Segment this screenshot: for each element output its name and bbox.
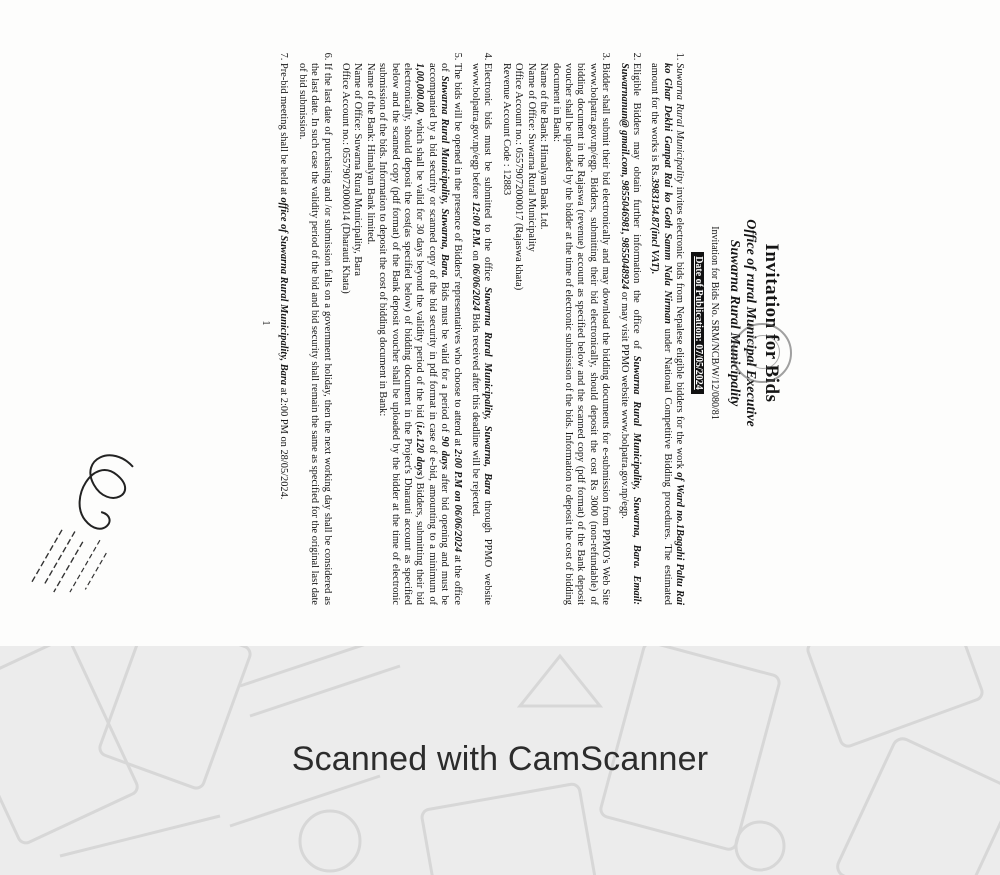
bid-clause <box>469 63 494 605</box>
clause-text: Bids received after this deadline will be rejected. <box>470 310 482 517</box>
clause-text: The bids will be opened in the presence of Bidders' representatives who choose to attend at <box>451 63 463 450</box>
clause-text: Suwarna Rural Municipality, Suwarna, Bara. Email: Suwarnanun@ gmail.com, 9855046981, 9855048924 <box>618 63 642 605</box>
bid-clause <box>617 63 642 605</box>
clause-text: 1,00,000.00 <box>414 63 426 113</box>
clause-text: Electronic bids must be submitted to the office <box>482 63 494 288</box>
bank-info-line: Name of the Bank: Himalyan Bank limited. <box>364 63 376 245</box>
clause-text: through PPMO website www.bolpatra.gov.np/egp before <box>470 63 494 605</box>
clause-text: on <box>470 247 482 264</box>
clause-text: Pre-bid meeting shall be held at <box>278 63 290 198</box>
municipality-line: Suwarna Rural Municipality <box>727 239 742 407</box>
clause-text: 3983134.87(incl VAT). <box>649 177 661 275</box>
bank-info-line: Name of Office: Suwarna Rural Municipality <box>525 63 537 252</box>
bid-clause <box>500 63 612 605</box>
clause-text: Eligible Bidders may obtain further information the office of <box>630 63 642 356</box>
clause-text: under National Competitive Bidding procedures. The estimated amount for the works is Rs. <box>649 63 673 606</box>
office-line: Office of rural Municipal Executive <box>743 219 758 427</box>
document-title: Invitation for Bids <box>761 243 782 403</box>
clause-text: Bidder shall submit their bid electronically and may download the bidding documents for e-submission from PPMO's Web Site www.bolpatra.gov.np/egp. Bidders, submitting their bid electronically, should deposit the cost Rs 3000 (non-refundable) of bidding document in the Rajaswa (revenue) account as specified below and the scanned copy (pdf format) of the Bank deposit voucher shall be uploaded by the bidder at the time of electronic submission of the bids. Information to deposit the cost of bidding document in Bank: <box>550 63 612 605</box>
clause-text: or may visit PPMO website www.bolpatra.gov.np/egp. <box>618 289 630 519</box>
clause-text: 12:00 P.M. <box>470 201 482 248</box>
bid-clause <box>648 63 685 605</box>
official-stamp <box>732 323 792 383</box>
bid-clause <box>339 63 463 605</box>
publication-date-label: Date of Publication: 07/05/2024 <box>691 252 703 394</box>
bank-info-line: Office Account no.: 05579072000014 (Dharauti Khata) <box>340 63 352 294</box>
bank-info-line: Office Account no.: 05579072000017 (Rajaswa khata) <box>513 63 525 291</box>
bid-reference: Invitation for Bids No. SRM/NCB/W/12/080/81 <box>709 226 720 420</box>
page-number: 1 <box>260 320 271 326</box>
clause-text: office of Suwarna Rural Municipality, Bara <box>278 197 290 386</box>
clause-text: If the last date of purchasing and /or submission falls on a government holiday, then the next working day shall be considered as the last date. In such case the validity period of the bid and bid security shall remain the same as specified for the original last date of bid submission. <box>296 63 333 605</box>
rotated-document-page <box>150 23 790 623</box>
publication-date <box>691 41 703 605</box>
clause-text: 2:00 P.M on 06/06/2024 <box>451 449 463 553</box>
clause-text: , which shall be valid for 30 days beyond the validity period of the bid ( <box>414 112 426 425</box>
clause-text: after bid opening and must be accompanied by a bid security or scanned copy of the bid security in pdf format in case of e-bid, amounting to a minimum of <box>426 63 451 606</box>
clause-text: of Ward no.1Bagahi Paltu Rai ko Ghar Dekhi Ganpat Rai ko Goth Samm Nala Nirman <box>661 63 686 605</box>
scanner-watermark-label: Scanned with CamScanner <box>291 740 709 778</box>
bid-clauses-list <box>277 41 685 605</box>
bank-info-line: Revenue Account Code : 12883 <box>500 63 512 196</box>
bid-clause <box>295 63 332 605</box>
clause-text: 06/06/2024 <box>470 263 482 311</box>
camscanner-footer <box>0 646 1000 875</box>
clause-text: Bids must be valid for a period of <box>439 277 451 437</box>
clause-text: i.e.120 days <box>414 424 426 476</box>
clause-text: invites electronic bids from Nepalese eligible bidders for the work <box>674 183 686 473</box>
clause-text: Suwarna Rural Municipality, Suwarna, Bara. <box>439 75 451 278</box>
clause-text: Suwarna Rural Municipality <box>674 63 686 184</box>
clause-text: at the office of <box>439 63 463 606</box>
bank-info-line: Name of Office: Suwarna Rural Municipality, Bara <box>352 63 364 276</box>
clause-text: Suwarna Rural Municipality, Suwarna, Bara <box>482 287 494 495</box>
clause-text: at 2:00 PM on 28/05/2024. <box>278 385 290 500</box>
clause-text: ) Bidders, submitting their bid electronically, should deposit the cost(as specified below) of bidding document in the Project's Dharauti account as specified below and the scanned copy (pdf format) of the Bank deposit voucher shall be uploaded by the bidder at the time of electronic submission of the bids. Information to deposit the cost of bidding document in Bank: <box>377 63 426 605</box>
clause-text: 90 days <box>439 436 451 470</box>
bank-info-line: Name of the Bank: Himalyan Bank Ltd. <box>538 63 550 230</box>
bid-clause <box>277 63 289 605</box>
